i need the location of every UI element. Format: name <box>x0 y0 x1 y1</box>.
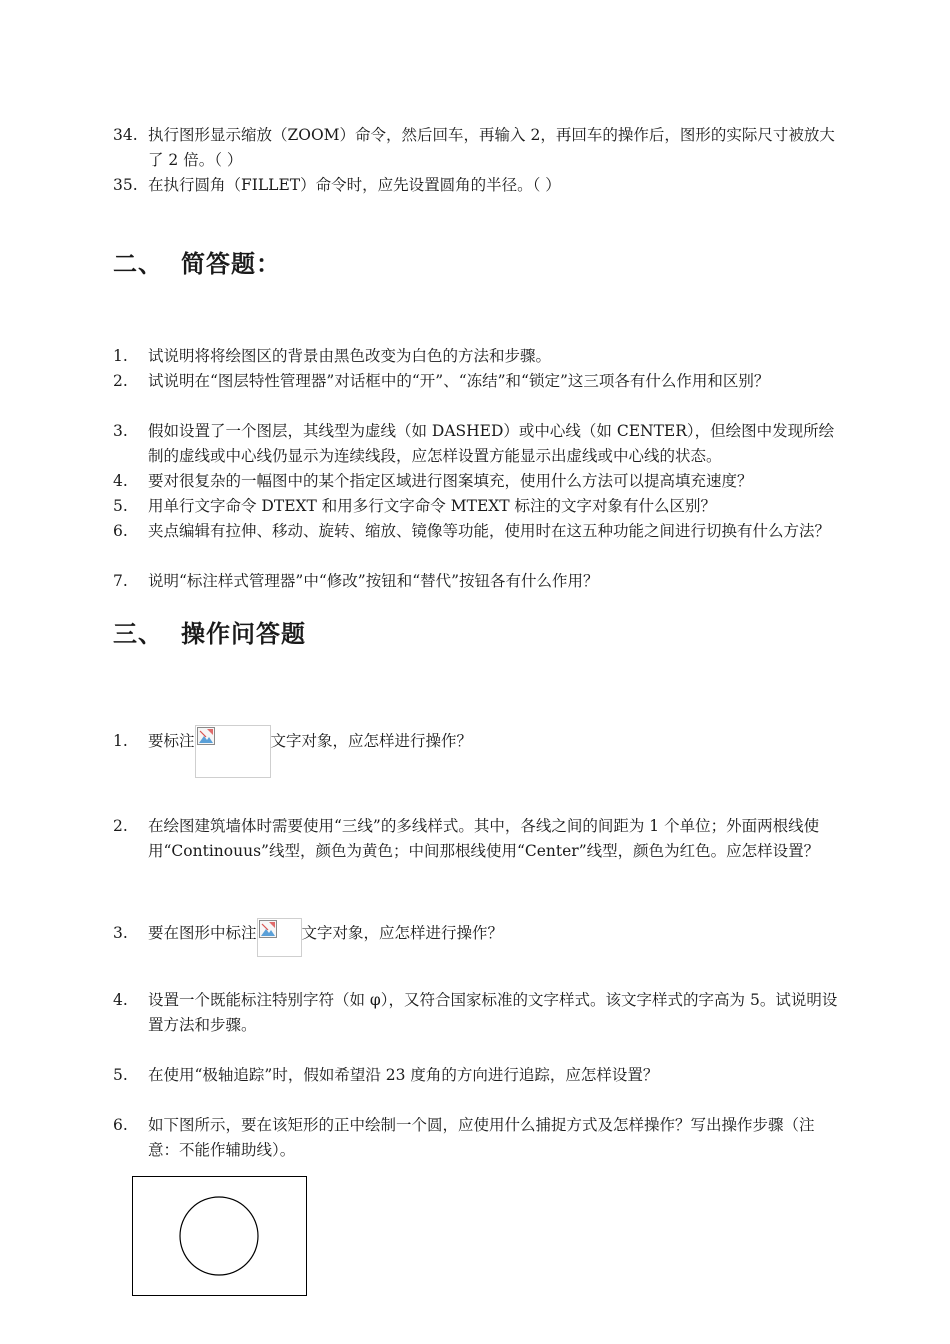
item-number: 35. <box>113 176 138 194</box>
broken-image-placeholder <box>257 918 302 957</box>
short-answer-item-5 <box>113 494 841 519</box>
short-answer-item-2 <box>113 369 841 394</box>
circle-in-rectangle-drawing <box>133 1177 305 1294</box>
item-text-before: 要标注 <box>148 732 195 750</box>
operation-item-4 <box>113 988 841 1038</box>
short-answer-item-1 <box>113 344 841 369</box>
item-text-after: 文字对象，应怎样进行操作？ <box>301 924 504 942</box>
operation-item-2 <box>113 814 841 864</box>
item-text: 假如设置了一个图层，其线型为虚线（如 DASHED）或中心线（如 CENTER），但绘图中发现所绘制的虚线或中心线仍显示为连续线段，应怎样设置方能显示出虚线或中心线的状态。 <box>148 422 835 465</box>
operation-item-1 <box>113 725 841 778</box>
item-number: 5. <box>113 497 128 515</box>
item-text <box>148 725 841 778</box>
short-answer-item-6 <box>113 519 841 544</box>
item-text: 试说明将将绘图区的背景由黑色改变为白色的方法和步骤。 <box>148 347 552 365</box>
item-text: 执行图形显示缩放（ZOOM）命令，然后回车，再输入 2，再回车的操作后，图形的实际尺寸被放大了 2 倍。（ ） <box>148 126 835 169</box>
short-answer-item-7 <box>113 569 841 594</box>
item-text: 要对很复杂的一幅图中的某个指定区域进行图案填充，使用什么方法可以提高填充速度？ <box>148 472 753 490</box>
operation-item-5 <box>113 1063 841 1088</box>
item-text: 在绘图建筑墙体时需要使用“三线”的多线样式。其中，各线之间的间距为 1 个单位；外面两根线使用“Continouus”线型，颜色为黄色；中间那根线使用“Center”线型，颜色为红色。应怎样设置？ <box>148 817 820 860</box>
item-text: 如下图所示，要在该矩形的正中绘制一个圆，应使用什么捕捉方式及怎样操作？写出操作步骤（注意：不能作辅助线）。 <box>148 1116 815 1159</box>
item-number: 6. <box>113 522 128 540</box>
short-answer-item-4 <box>113 469 841 494</box>
tf-item-35 <box>113 173 841 198</box>
item-number: 3. <box>113 924 128 942</box>
operation-item-6 <box>113 1113 841 1163</box>
operation-item-3 <box>113 918 841 957</box>
item-number: 6. <box>113 1116 128 1134</box>
section-title: 简答题： <box>181 250 281 278</box>
item-number: 2. <box>113 817 128 835</box>
section-number: 二、 <box>113 250 163 278</box>
item-text-after: 文字对象，应怎样进行操作？ <box>270 732 473 750</box>
section-heading-short-answer <box>113 244 281 279</box>
broken-image-icon <box>259 920 277 938</box>
item-number: 34. <box>113 126 138 144</box>
section-heading-operation <box>113 614 306 649</box>
rectangle-circle-figure <box>132 1176 307 1296</box>
tf-item-34 <box>113 123 841 173</box>
item-text-before: 要在图形中标注 <box>148 924 257 942</box>
section-title: 操作问答题 <box>181 620 306 648</box>
item-number: 3. <box>113 422 128 440</box>
item-text: 试说明在“图层特性管理器”对话框中的“开”、“冻结”和“锁定”这三项各有什么作用和区别？ <box>148 372 770 390</box>
item-number: 1. <box>113 347 128 365</box>
item-text: 在执行圆角（FILLET）命令时，应先设置圆角的半径。（ ） <box>148 176 561 194</box>
item-text: 设置一个既能标注特别字符（如 φ），又符合国家标准的文字样式。该文字样式的字高为 5。试说明设置方法和步骤。 <box>148 991 838 1034</box>
item-text: 用单行文字命令 DTEXT 和用多行文字命令 MTEXT 标注的文字对象有什么区别？ <box>148 497 717 515</box>
item-text: 说明“标注样式管理器”中“修改”按钮和“替代”按钮各有什么作用？ <box>148 572 599 590</box>
item-number: 4. <box>113 472 128 490</box>
item-number: 4. <box>113 991 128 1009</box>
broken-image-icon <box>197 727 215 745</box>
short-answer-item-3 <box>113 419 841 469</box>
item-number: 2. <box>113 372 128 390</box>
item-text <box>148 918 841 957</box>
section-number: 三、 <box>113 620 163 648</box>
centered-circle <box>180 1197 258 1275</box>
item-number: 1. <box>113 732 128 750</box>
item-number: 5. <box>113 1066 128 1084</box>
item-text: 在使用“极轴追踪”时，假如希望沿 23 度角的方向进行追踪，应怎样设置？ <box>148 1066 659 1084</box>
broken-image-placeholder <box>195 725 271 778</box>
item-number: 7. <box>113 572 128 590</box>
item-text: 夹点编辑有拉伸、移动、旋转、缩放、镜像等功能，使用时在这五种功能之间进行切换有什么方法？ <box>148 522 831 540</box>
